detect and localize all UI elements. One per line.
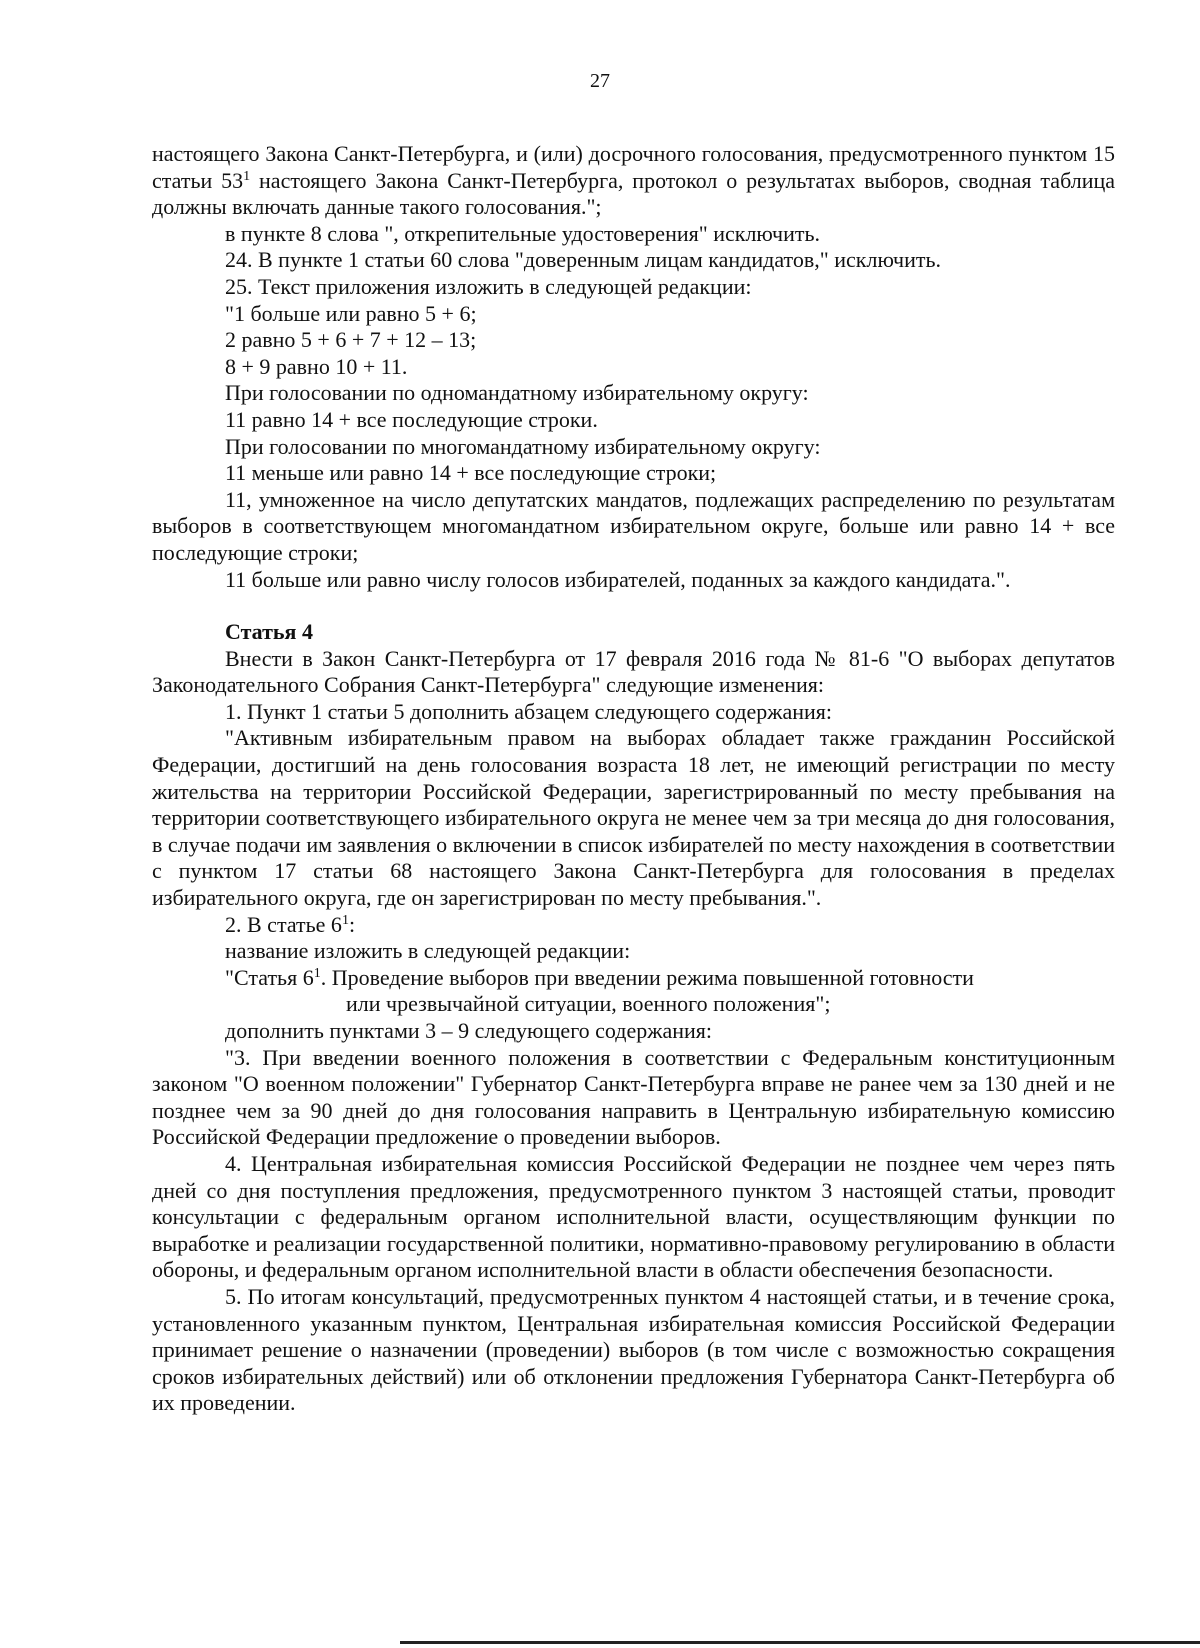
paragraph: Внести в Закон Санкт-Петербурга от 17 февраля 2016 года № 81-6 "О выборах депутатов Законодательного Собрания Санкт-Петербурга" следующие изменения: [152, 645, 1115, 698]
paragraph: 24. В пункте 1 статьи 60 слова "доверенным лицам кандидатов," исключить. [225, 247, 942, 273]
paragraph: При голосовании по многомандатному избирательному округу: [225, 433, 821, 459]
article-heading: Статья 4 [225, 619, 313, 645]
paragraph: 2. В статье $6^1$: [225, 911, 356, 937]
paragraph: дополнить пунктами 3 – 9 следующего содержания: [225, 1018, 712, 1043]
formula-line: 11 больше или равно числу голосов избирателей, поданных за каждого кандидата.". [225, 566, 1011, 592]
paragraph: в пункте 8 слова ", открепительные удостоверения" исключить. [225, 220, 820, 246]
paragraph: название изложить в следующей редакции: [225, 938, 631, 964]
paragraph: 5. По итогам консультаций, предусмотренных пунктом 4 настоящей статьи, и в течение срока, установленного указанным пунктом, Центральная избирательная комиссия Российской Федерации принимает решение о назначении (проведении) выборов (в том числе с возможностью сокращения сроков избирательных действий) или об отклонении предложения Губернатора Санкт-Петербурга об их проведении. [152, 1283, 1115, 1416]
paragraph: 1. Пункт 1 статьи 5 дополнить абзацем следующего содержания: [225, 698, 833, 724]
page-number: 27 [590, 70, 610, 92]
paragraph: настоящего Закона Санкт-Петербурга, и (или) досрочного голосования, предусмотренного пунктом 15 статьи $53^1$ настоящего Закона Санкт-Петербурга, протокол о результатах выборов, сводная таблица должны включать данные такого голосования."; [152, 141, 1116, 220]
formula-line: 8 + 9 равно 10 + 11. [225, 353, 408, 379]
article-title-line: или чрезвычайной ситуации, военного положения"; [346, 991, 831, 1017]
formula-line: "1 больше или равно 5 + 6; [225, 300, 477, 326]
formula-line: 11 меньше или равно 14 + все последующие строки; [225, 460, 717, 486]
paragraph: "Активным избирательным правом на выборах обладает также гражданин Российской Федерации, достигший на день голосования возраста 18 лет, не имеющий регистрации по месту жительства на территории Российской Федерации, зарегистрированный по месту пребывания на территории соответствующего избирательного округа не менее чем за три месяца до дня голосования, в случае подачи им заявления о включении в список избирателей по месту нахождения в соответствии с пунктом 17 статьи 68 настоящего Закона Санкт-Петербурга для голосования в пределах избирательного округа, где он зарегистрирован по месту пребывания.". [152, 725, 1115, 911]
paragraph: 25. Текст приложения изложить в следующей редакции: [225, 273, 752, 299]
article-title-line: "Статья $6^1$. Проведение выборов при введении режима повышенной готовности [225, 964, 974, 990]
footer-rule [400, 1641, 1200, 1644]
paragraph: "3. При введении военного положения в соответствии с Федеральным конституционным законом "О военном положении" Губернатор Санкт-Петербурга вправе не ранее чем за 130 дней и не позднее чем за 90 дней до дня голосования направить в Центральную избирательную комиссию Российской Федерации предложение о проведении выборов. [152, 1044, 1115, 1150]
paragraph: 4. Центральная избирательная комиссия Российской Федерации не позднее чем через пять дней со дня поступления предложения, предусмотренного пунктом 3 настоящей статьи, проводит консультации с федеральным органом исполнительной власти, осуществляющим функции по выработке и реализации государственной политики, нормативно-правовому регулированию в области обороны, и федеральным органом исполнительной власти в области обеспечения безопасности. [152, 1150, 1115, 1283]
paragraph: При голосовании по одномандатному избирательному округу: [225, 380, 809, 406]
document-body [152, 141, 1115, 1417]
formula-line: 11 равно 14 + все последующие строки. [225, 406, 598, 432]
formula-line: 11, умноженное на число депутатских мандатов, подлежащих распределению по результатам выборов в соответствующем многомандатном избирательном округе, больше или равно 14 + все последующие строки; [152, 486, 1115, 565]
formula-line: 2 равно 5 + 6 + 7 + 12 – 13; [225, 327, 477, 353]
